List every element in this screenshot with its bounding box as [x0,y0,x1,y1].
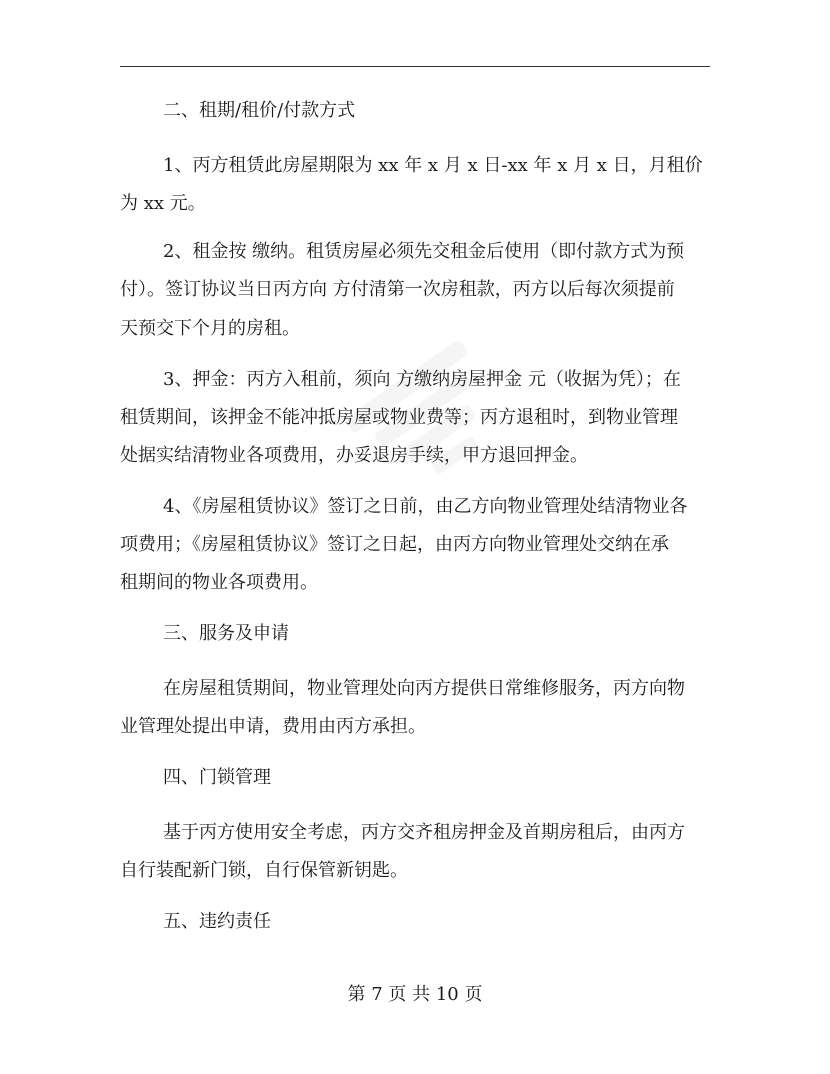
paragraph-line: 业管理处提出申请，费用由丙方承担。 [120,716,426,737]
paragraph-line: 租赁期间，该押金不能冲抵房屋或物业费等；丙方退租时，到物业管理 [120,407,678,428]
section-heading: 三、服务及申请 [163,623,289,644]
paragraph-line: 自行装配新门锁，自行保管新钥匙。 [120,860,408,881]
header-rule [120,66,710,67]
page-number: 第 7 页 共 10 页 [347,984,483,1005]
paragraph-line: 4、《房屋租赁协议》签订之日前，由乙方向物业管理处结清物业各 [163,496,688,517]
paragraph-line: 租期间的物业各项费用。 [120,572,318,593]
paragraph-line: 2、租金按 缴纳。租赁房屋必须先交租金后使用（即付款方式为预 [163,241,685,262]
section-heading: 四、门锁管理 [163,767,271,788]
paragraph-line: 1、丙方租赁此房屋期限为 xx 年 x 月 x 日-xx 年 x 月 x 日，月租价 [163,155,703,176]
paragraph-line: 在房屋租赁期间，物业管理处向丙方提供日常维修服务，丙方向物 [163,678,685,699]
section-heading: 五、违约责任 [163,911,271,932]
paragraph-line: 基于丙方使用安全考虑，丙方交齐租房押金及首期房租后，由丙方 [163,822,685,843]
page-footer [0,985,830,1005]
paragraph-line: 天预交下个月的房租。 [120,318,300,339]
paragraph-line: 为 xx 元。 [120,193,206,214]
paragraph-line: 3、押金：丙方入租前，须向 方缴纳房屋押金 元（收据为凭）；在 [163,369,681,390]
paragraph-line: 处据实结清物业各项费用，办妥退房手续，甲方退回押金。 [120,445,588,466]
paragraph-line: 付）。签订协议当日丙方向 方付清第一次房租款，丙方以后每次须提前 [120,279,675,300]
paragraph-line: 项费用；《房屋租赁协议》签订之日起，由丙方向物业管理处交纳在承 [120,534,669,555]
section-heading: 二、租期/租价/付款方式 [163,100,356,121]
